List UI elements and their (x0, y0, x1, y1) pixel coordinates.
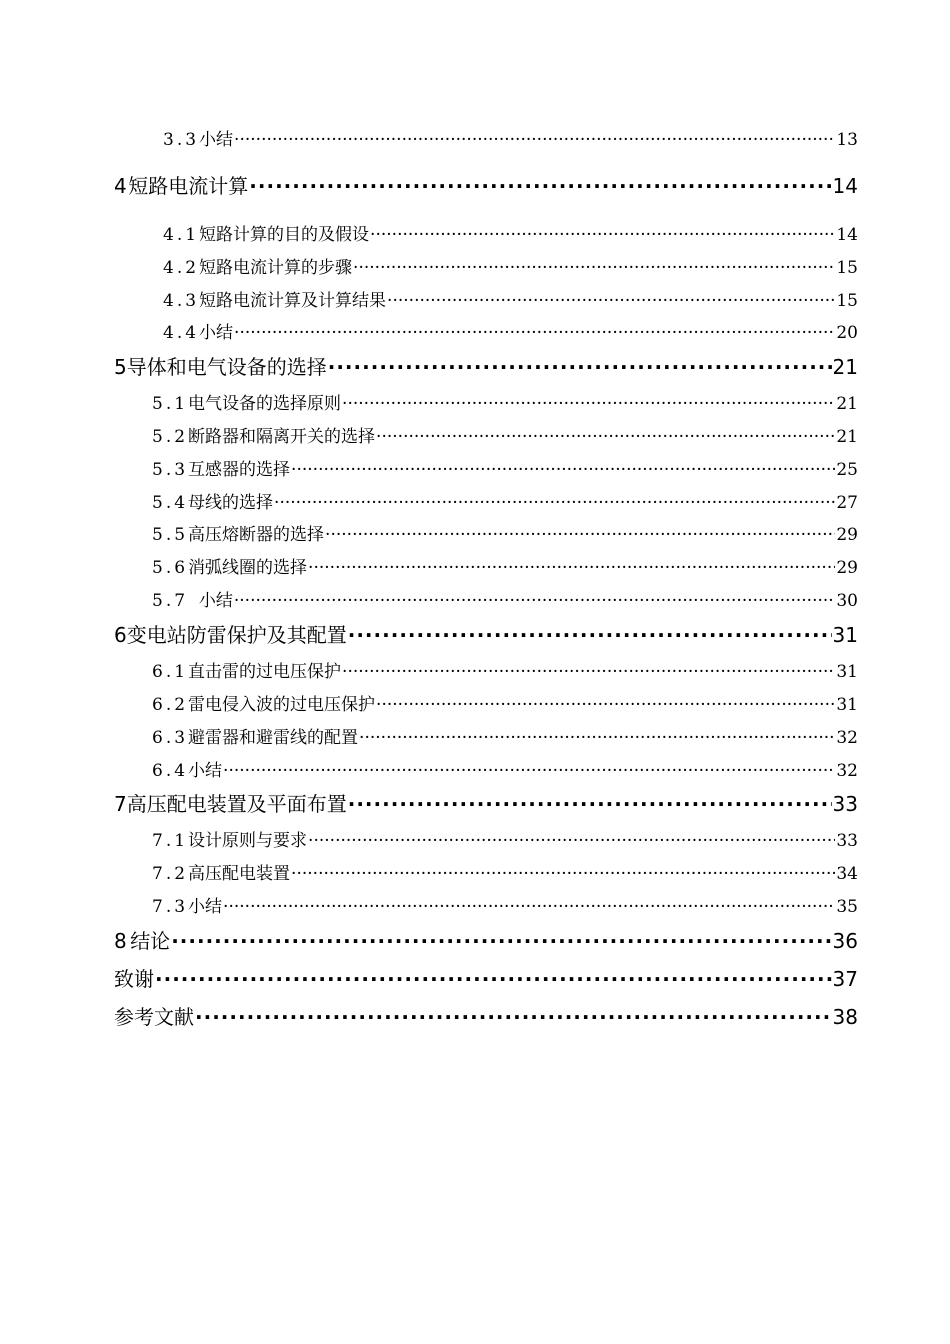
toc-entry-title: 设计原则与要求 (188, 831, 308, 851)
toc-chapter-title: 高压配电装置及平面布置 (126, 792, 347, 816)
toc-entry-title: 短路计算的目的及假设 (199, 225, 370, 245)
toc-entry-7-2[interactable] (152, 859, 858, 884)
toc-leader-dots (348, 792, 832, 816)
toc-entry-7-3[interactable] (152, 892, 858, 917)
toc-leader-dots (342, 394, 835, 414)
toc-entry-5-5[interactable] (152, 520, 858, 545)
toc-entry-number: 4.4 (163, 323, 200, 343)
toc-entry-6-3[interactable] (152, 723, 858, 748)
toc-leader-dots (342, 662, 835, 682)
toc-chapter-title: 导体和电气设备的选择 (126, 355, 327, 379)
toc-chapter-number: 6 (114, 623, 127, 647)
toc-entry-4-4[interactable] (163, 318, 858, 343)
toc-leader-dots (359, 728, 835, 748)
toc-chapter-page: 36 (832, 929, 858, 953)
toc-entry-6-1[interactable] (152, 657, 858, 682)
toc-entry-page: 13 (836, 130, 858, 150)
toc-entry-4-1[interactable] (163, 220, 858, 245)
toc-chapter-page: 38 (832, 1005, 858, 1029)
toc-entry-number: 4.1 (163, 225, 200, 245)
toc-leader-dots (249, 174, 831, 198)
toc-chapter-6[interactable] (114, 619, 858, 648)
toc-chapter-number: 7 (114, 792, 127, 816)
toc-entry-5-3[interactable] (152, 455, 858, 480)
toc-entry-page: 35 (836, 897, 858, 917)
toc-entry-number: 5.4 (152, 493, 189, 513)
toc-leader-dots (370, 225, 835, 245)
toc-chapter-4[interactable] (114, 170, 858, 199)
toc-leader-dots (291, 864, 835, 884)
toc-chapter-number: 5 (114, 355, 127, 379)
toc-leader-dots (223, 761, 835, 781)
toc-entry-number: 5.6 (152, 558, 189, 578)
toc-entry-title: 小结 (199, 323, 234, 343)
toc-entry-5-2[interactable] (152, 422, 858, 447)
toc-entry-4-3[interactable] (163, 286, 858, 311)
toc-leader-dots (376, 427, 835, 447)
toc-chapter-8[interactable] (114, 925, 858, 954)
toc-entry-page: 15 (836, 258, 858, 278)
toc-leader-dots (291, 460, 835, 480)
toc-entry-title: 消弧线圈的选择 (188, 558, 308, 578)
toc-entry-number: 5.5 (152, 525, 189, 545)
toc-leader-dots (348, 623, 832, 647)
toc-entry-5-1[interactable] (152, 389, 858, 414)
toc-entry-page: 21 (836, 427, 858, 447)
toc-entry-title: 断路器和隔离开关的选择 (188, 427, 376, 447)
toc-entry-number: 7.1 (152, 831, 189, 851)
toc-entry-number: 5.2 (152, 427, 189, 447)
toc-leader-dots (376, 695, 835, 715)
toc-entry-number: 7.3 (152, 897, 189, 917)
toc-leader-dots (308, 558, 835, 578)
toc-chapter-title: 短路电流计算 (128, 174, 249, 198)
toc-entry-title: 小结 (188, 897, 223, 917)
toc-entry-number: 6.3 (152, 728, 189, 748)
toc-entry-5-4[interactable] (152, 488, 858, 513)
toc-entry-title: 小结 (188, 761, 223, 781)
toc-entry-page: 31 (836, 695, 858, 715)
toc-entry-title: 母线的选择 (188, 493, 274, 513)
toc-entry-page: 32 (836, 761, 858, 781)
toc-entry-title: 高压配电装置 (188, 864, 291, 884)
toc-entry-title: 避雷器和避雷线的配置 (188, 728, 359, 748)
toc-leader-dots (387, 291, 835, 311)
toc-entry-number: 5.3 (152, 460, 189, 480)
toc-entry-4-2[interactable] (163, 253, 858, 278)
toc-entry-title: 互感器的选择 (188, 460, 291, 480)
toc-chapter-page: 21 (832, 355, 858, 379)
toc-entry-title: 雷电侵入波的过电压保护 (188, 695, 376, 715)
toc-chapter-page: 14 (832, 174, 858, 198)
toc-entry-number: 6.4 (152, 761, 189, 781)
toc-leader-dots (328, 355, 832, 379)
toc-entry-page: 21 (836, 394, 858, 414)
toc-chapter-7[interactable] (114, 788, 858, 817)
toc-chapter-page: 31 (832, 623, 858, 647)
toc-entry-page: 31 (836, 662, 858, 682)
toc-references[interactable] (114, 1001, 858, 1030)
toc-chapter-title: 结论 (130, 929, 171, 953)
toc-acknowledgements[interactable] (114, 963, 858, 992)
toc-entry-page: 25 (836, 460, 858, 480)
toc-chapter-page: 37 (832, 967, 858, 991)
toc-leader-dots (195, 1005, 832, 1029)
toc-leader-dots (234, 591, 836, 611)
toc-entry-5-7[interactable] (152, 586, 858, 611)
toc-entry-page: 33 (836, 831, 858, 851)
toc-entry-page: 15 (836, 291, 858, 311)
toc-entry-title: 直击雷的过电压保护 (188, 662, 342, 682)
toc-entry-page: 34 (836, 864, 858, 884)
toc-chapter-number: 4 (114, 174, 127, 198)
toc-entry-page: 29 (836, 525, 858, 545)
toc-entry-6-2[interactable] (152, 690, 858, 715)
toc-leader-dots (234, 130, 835, 150)
toc-entry-title: 高压熔断器的选择 (188, 525, 325, 545)
toc-entry-3-3[interactable] (163, 125, 858, 150)
toc-entry-number: 4.3 (163, 291, 200, 311)
toc-leader-dots (353, 258, 835, 278)
toc-leader-dots (274, 493, 835, 513)
toc-chapter-title: 变电站防雷保护及其配置 (126, 623, 347, 647)
toc-entry-page: 20 (836, 323, 858, 343)
toc-entry-5-6[interactable] (152, 553, 858, 578)
toc-entry-number: 6.1 (152, 662, 189, 682)
toc-entry-number: 3.3 (163, 130, 200, 150)
toc-entry-page: 29 (836, 558, 858, 578)
toc-entry-number: 6.2 (152, 695, 189, 715)
toc-chapter-title: 致谢 (114, 967, 154, 991)
toc-entry-page: 14 (836, 225, 858, 245)
toc-leader-dots (171, 929, 831, 953)
toc-entry-number: 7.2 (152, 864, 189, 884)
toc-leader-dots (155, 967, 832, 991)
toc-leader-dots (234, 323, 835, 343)
toc-chapter-number: 8 (114, 929, 127, 953)
toc-entry-title: 短路电流计算及计算结果 (199, 291, 387, 311)
toc-entry-title: 电气设备的选择原则 (188, 394, 342, 414)
toc-chapter-5[interactable] (114, 351, 858, 380)
toc-leader-dots (325, 525, 835, 545)
toc-entry-number: 5.7 (152, 591, 189, 611)
toc-entry-page: 27 (836, 493, 858, 513)
toc-leader-dots (308, 831, 835, 851)
toc-entry-title: 小结 (188, 591, 233, 611)
toc-entry-number: 4.2 (163, 258, 200, 278)
toc-entry-7-1[interactable] (152, 826, 858, 851)
toc-entry-number: 5.1 (152, 394, 189, 414)
toc-entry-title: 小结 (199, 130, 234, 150)
toc-entry-title: 短路电流计算的步骤 (199, 258, 353, 278)
toc-chapter-title: 参考文献 (114, 1005, 194, 1029)
toc-entry-6-4[interactable] (152, 756, 858, 781)
toc-entry-page: 30 (836, 591, 858, 611)
toc-entry-page: 32 (836, 728, 858, 748)
toc-leader-dots (223, 897, 835, 917)
toc-chapter-page: 33 (832, 792, 858, 816)
